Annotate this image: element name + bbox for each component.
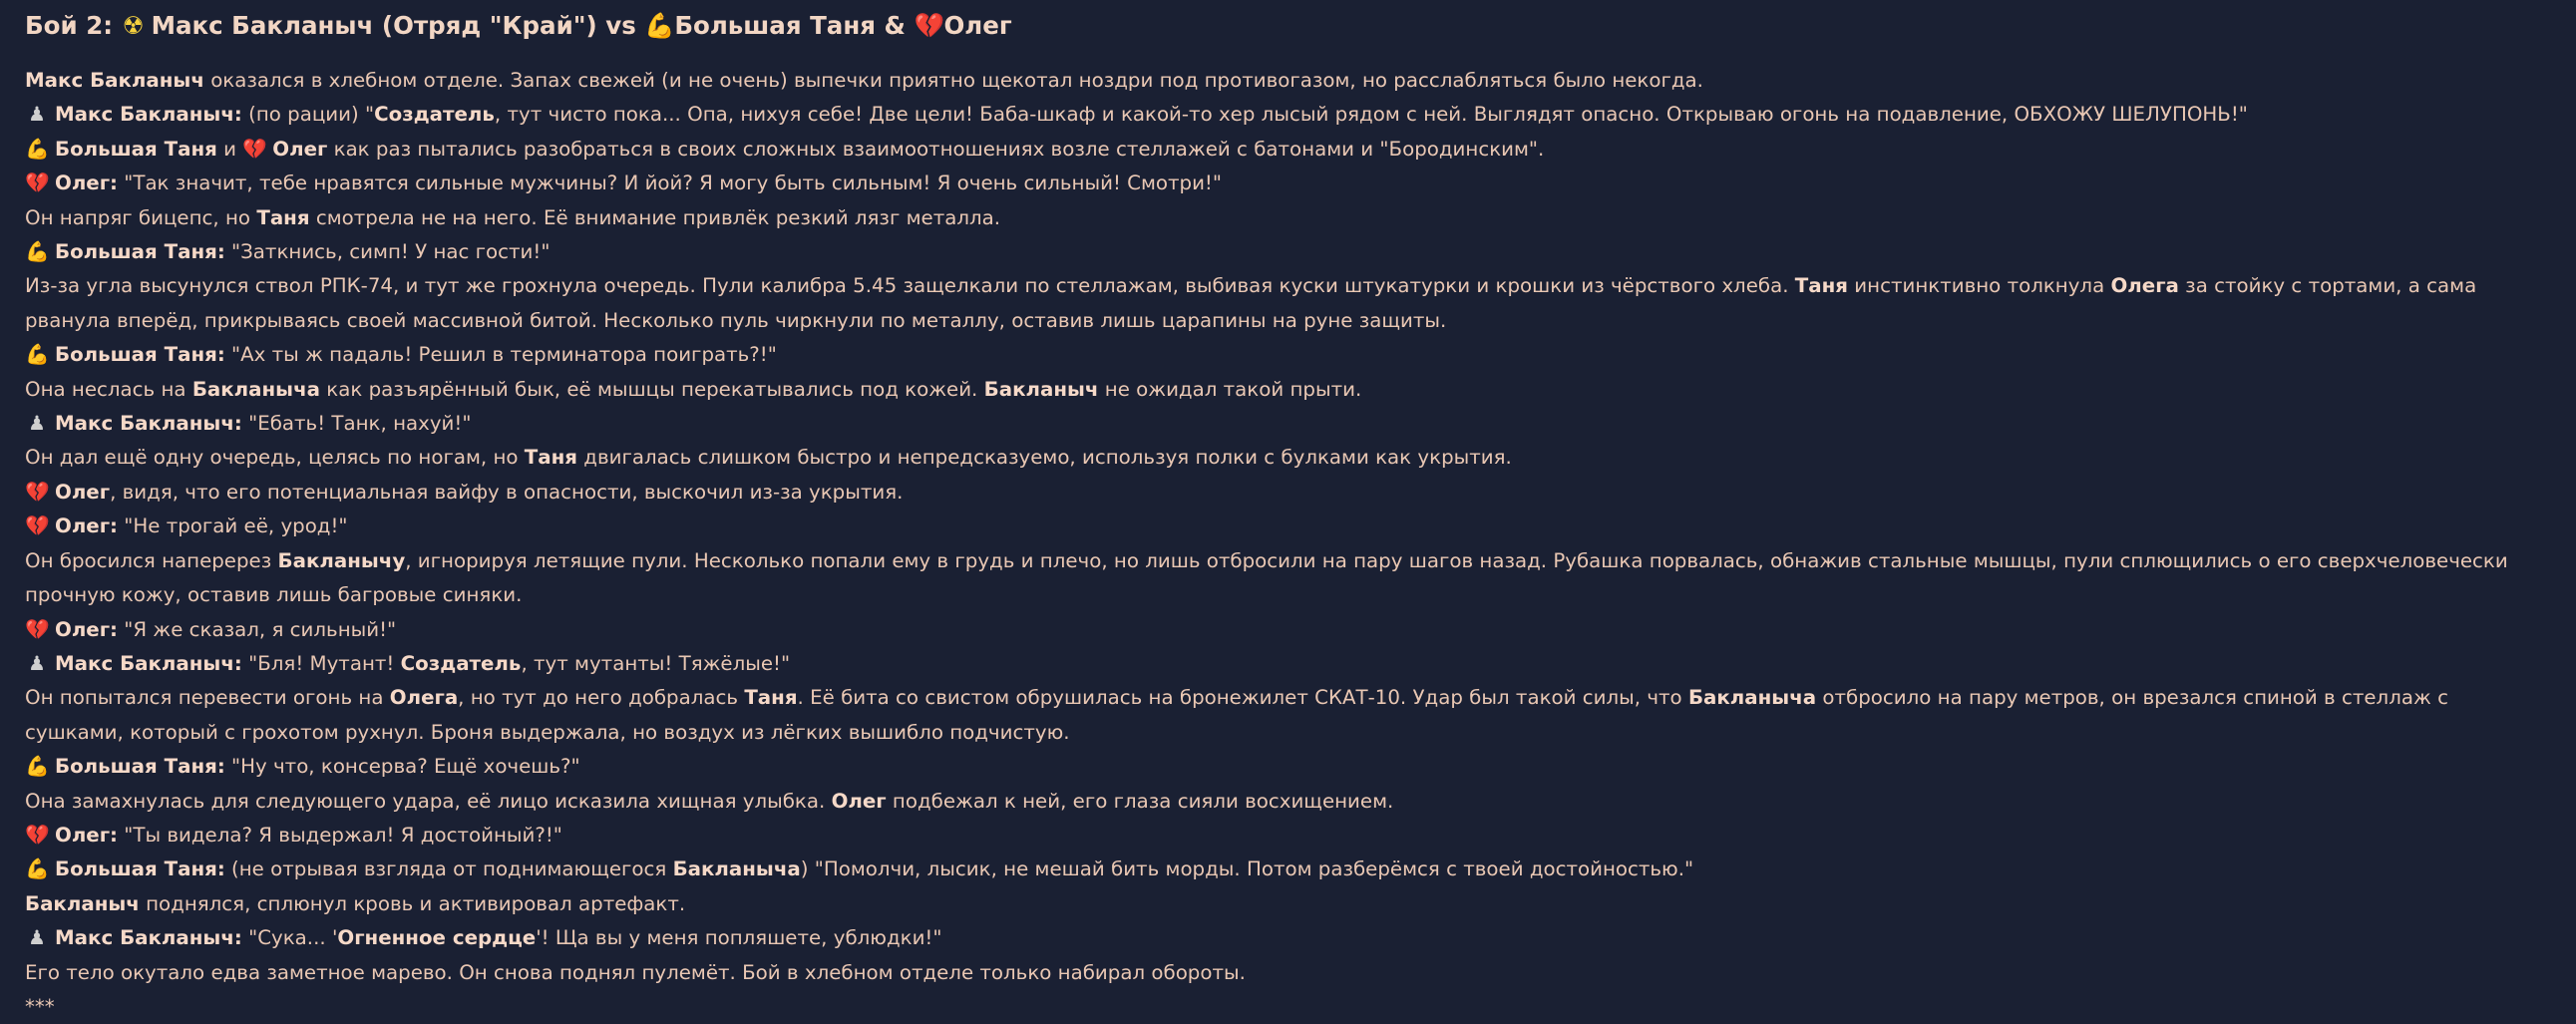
gas-mask-icon: ♟ (28, 412, 46, 436)
fight-title: Бой 2: ☢ Макс Бакланыч (Отряд "Край") vs 💪Большая Таня & 💔Олег (25, 6, 2551, 46)
flexed-biceps-icon: 💪 (644, 11, 675, 40)
dialogue-line: 💪 Большая Таня: "Ну что, консерва? Ещё хочешь?" (25, 750, 2551, 784)
broken-heart-icon: 💔 (25, 823, 50, 847)
narration: Бакланыч поднялся, сплюнул кровь и активировал артефакт. (25, 891, 686, 915)
flexed-biceps-icon: 💪 (25, 755, 50, 779)
narration: Она замахнулась для следующего удара, её лицо исказила хищная улыбка. Олег подбежал к ней, его глаза сияли восхищением. (25, 789, 1394, 813)
broken-heart-icon: 💔 (242, 137, 267, 161)
broken-heart-icon: 💔 (25, 171, 50, 195)
narration: Из-за угла высунулся ствол РПК-74, и тут же грохнула очередь. Пули калибра 5.45 защелкали по стеллажам, выбивая куски штукатурки и крошки из чёрствого хлеба. Таня инстинктивно толкнула Олега за стойку с тортами, а сама рванула вперёд, прикрываясь своей массивной битой. Несколько пуль чиркнули по металлу, оставив лишь царапины на руне защиты. (25, 274, 2477, 332)
broken-heart-icon: 💔 (25, 480, 50, 504)
narration: Макс Бакланыч оказался в хлебном отделе. Запах свежей (и не очень) выпечки приятно щекотал ноздри под противогазом, но расслабляться было некогда. (25, 69, 1703, 92)
broken-heart-icon: 💔 (914, 11, 944, 40)
flexed-biceps-icon: 💪 (25, 857, 50, 881)
dialogue-line: 💪 Большая Таня: (не отрывая взгляда от поднимающегося Бакланыча) "Помолчи, лысик, не мешай бить морды. Потом разберёмся с твоей достойностью." (25, 853, 2551, 886)
section-divider: *** (25, 994, 55, 1018)
narration: Он дал ещё одну очередь, целясь по ногам, но Таня двигалась слишком быстро и непредсказуемо, используя полки с булками как укрытия. (25, 446, 1512, 470)
narration: Он напряг бицепс, но Таня смотрела не на него. Её внимание привлёк резкий лязг металла. (25, 205, 1001, 229)
gas-mask-icon: ♟ (28, 103, 46, 127)
gas-mask-icon: ♟ (28, 651, 46, 675)
dialogue-line: 💪 Большая Таня: "Ах ты ж падаль! Решил в терминатора поиграть?!" (25, 338, 2551, 372)
dialogue-line: 💔 Олег: "Так значит, тебе нравятся сильные мужчины? И йой? Я могу быть сильным! Я очень сильный! Смотри!" (25, 167, 2551, 200)
flexed-biceps-icon: 💪 (25, 343, 50, 367)
broken-heart-icon: 💔 (25, 514, 50, 538)
dialogue-line: 💔 Олег: "Я же сказал, я сильный!" (25, 613, 2551, 647)
dialogue-line: ♟ Макс Бакланыч: (по рации) "Создатель, тут чисто пока... Опа, нихуя себе! Две цели! Баба-шкаф и какой-то хер лысый рядом с ней. Выглядят опасно. Открываю огонь на подавление, ОБХОЖУ ШЕЛУПОНЬ!" (25, 98, 2551, 132)
narration: Его тело окутало едва заметное марево. Он снова поднял пулемёт. Бой в хлебном отделе только набирал обороты. (25, 960, 1246, 984)
flexed-biceps-icon: 💪 (25, 137, 50, 161)
dialogue-line: ♟ Макс Бакланыч: "Бля! Мутант! Создатель, тут мутанты! Тяжёлые!" (25, 647, 2551, 681)
flexed-biceps-icon: 💪 (25, 240, 50, 264)
radiation-icon: ☢ (122, 11, 145, 40)
narration: Она неслась на Бакланыча как разъярённый бык, её мышцы перекатывались под кожей. Бакланыч не ожидал такой прыти. (25, 377, 1362, 401)
broken-heart-icon: 💔 (25, 617, 50, 641)
dialogue-line: 💔 Олег: "Не трогай её, урод!" (25, 510, 2551, 543)
narration: Он попытался перевести огонь на Олега, но тут до него добралась Таня. Её бита со свистом обрушилась на бронежилет СКАТ-10. Удар был такой силы, что Бакланыча отбросило на пару метров, он врезался спиной в стеллаж с сушками, который с грохотом рухнул. Броня выдержала, но воздух из лёгких вышибло подчистую. (25, 686, 2448, 744)
narration: Он бросился наперерез Бакланычу, игнорируя летящие пули. Несколько попали ему в грудь и плечо, но лишь отбросили на пару шагов назад. Рубашка порвалась, обнажив стальные мышцы, пули сплющились о его сверхчеловечески прочную кожу, оставив лишь багровые синяки. (25, 548, 2508, 607)
dialogue-line: ♟ Макс Бакланыч: "Сука... 'Огненное сердце'! Ща вы у меня попляшете, ублюдки!" (25, 921, 2551, 955)
dialogue-line: 💪 Большая Таня: "Заткнись, симп! У нас гости!" (25, 235, 2551, 269)
dialogue-line: ♟ Макс Бакланыч: "Ебать! Танк, нахуй!" (25, 407, 2551, 441)
dialogue-line: 💔 Олег: "Ты видела? Я выдержал! Я достойный?!" (25, 819, 2551, 853)
narration: 💪 Большая Таня и 💔 Олег как раз пытались разобраться в своих сложных взаимоотношениях возле стеллажей с батонами и "Бородинским". (25, 133, 2551, 167)
narration: 💔 Олег, видя, что его потенциальная вайфу в опасности, выскочил из-за укрытия. (25, 476, 2551, 510)
gas-mask-icon: ♟ (28, 926, 46, 950)
